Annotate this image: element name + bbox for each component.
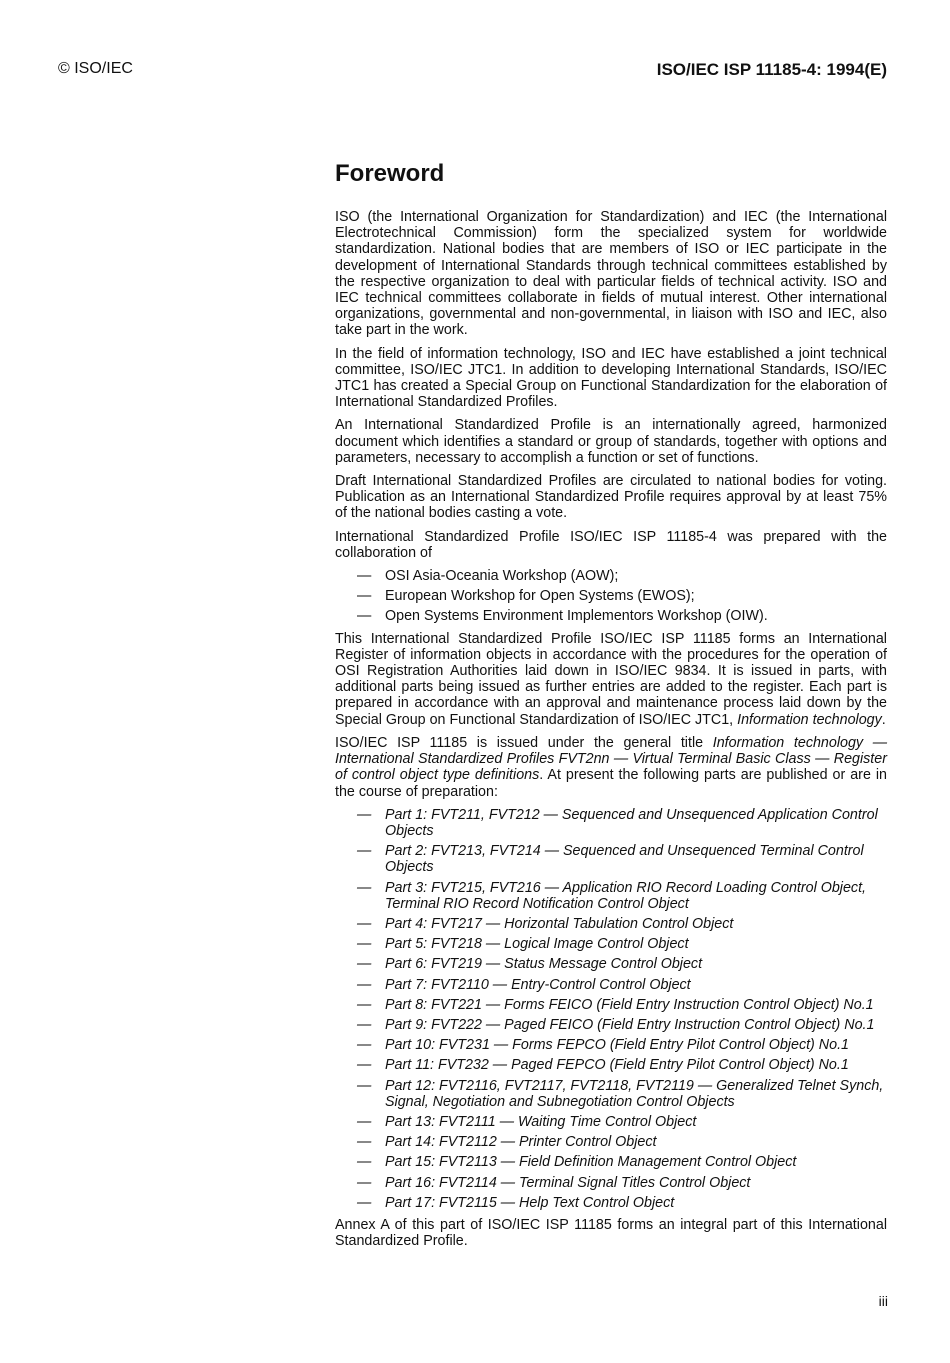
list-item: — Part 16: FVT2114 — Terminal Signal Titles Control Object <box>357 1174 751 1191</box>
paragraph-collaboration: International Standardized Profile ISO/IEC ISP 11185-4 was prepared with the collaboration of <box>335 528 887 561</box>
list-item: — Part 3: FVT215, FVT216 — Application RIO Record Loading Control Object, Terminal RIO Record Notification Control Object <box>357 879 867 912</box>
list-item: — Part 4: FVT217 — Horizontal Tabulation Control Object <box>357 915 734 932</box>
list-item: — Part 12: FVT2116, FVT2117, FVT2118, FVT2119 — Generalized Telnet Synch, Signal, Negotiation and Subnegotiation Control Objects <box>357 1077 884 1110</box>
list-item: — OSI Asia-Oceania Workshop (AOW); <box>357 568 619 585</box>
paragraph-isp-definition: An International Standardized Profile is an internationally agreed, harmonized document which identifies a standard or group of standards, together with options and parameters, necessary to accomplish a function or set of functions. <box>335 417 887 466</box>
list-item: — Part 7: FVT2110 — Entry-Control Control Object <box>357 976 691 993</box>
page-number: iii <box>878 1293 888 1309</box>
list-item: — Part 13: FVT2111 — Waiting Time Control Object <box>357 1113 697 1130</box>
paragraph-draft-voting: Draft International Standardized Profiles are circulated to national bodies for voting. Publication as an International Standardized Profile requires approval by at least 75% of the national bodies casting a vote. <box>335 473 887 522</box>
dash: — <box>357 588 372 605</box>
header-copyright: © ISO/IEC <box>58 60 133 77</box>
list-item: — Part 11: FVT232 — Paged FEPCO (Field Entry Pilot Control Object) No.1 <box>357 1057 849 1074</box>
list-item: — European Workshop for Open Systems (EWOS); <box>357 588 695 605</box>
list-item: — Part 10: FVT231 — Forms FEPCO (Field Entry Pilot Control Object) No.1 <box>357 1037 849 1054</box>
paragraph-annex: Annex A of this part of ISO/IEC ISP 11185 forms an integral part of this International Standardized Profile. <box>335 1216 887 1250</box>
list-item: — Part 9: FVT222 — Paged FEICO (Field Entry Instruction Control Object) No.1 <box>357 1016 875 1033</box>
list-item: — Part 6: FVT219 — Status Message Control Object <box>357 956 703 973</box>
list-item: — Part 8: FVT221 — Forms FEICO (Field Entry Instruction Control Object) No.1 <box>357 996 874 1013</box>
list-item: — Part 1: FVT211, FVT212 — Sequenced and Unsequenced Application Control Objects <box>357 806 878 839</box>
parts-list <box>335 807 887 1211</box>
paragraph-register: This International Standardized Profile ISO/IEC ISP 11185 forms an International Register of information objects in accordance with the procedures for the operation of OSI Registration Authorities laid down in ISO/IEC 9834. It is issued in parts, with additional parts being issued as further entries are added to the register. Each part is prepared in accordance with an approval and maintenance process laid down by the Special Group on Functional Standardization of ISO/IEC JTC1, Information technology. <box>335 630 887 728</box>
paragraph-jtc1: In the field of information technology, ISO and IEC have established a joint technical committee, ISO/IEC JTC1. In addition to developing International Standards, ISO/IEC JTC1 has created a Special Group on Functional Standardization for the elaboration of International Standardized Profiles. <box>335 345 887 411</box>
page-title: Foreword <box>335 160 445 187</box>
header-document-number: ISO/IEC ISP 11185-4: 1994(E) <box>656 60 887 79</box>
foreword-body <box>335 209 887 1256</box>
paragraph-iso-iec: ISO (the International Organization for Standardization) and IEC (the International Electrotechnical Commission) form the specialized system for worldwide standardization. National bodies that are members of ISO or IEC participate in the development of International Standards through technical committees established by the respective organization to deal with particular fields of technical activity. ISO and IEC technical committees collaborate in fields of mutual interest. Other international organizations, governmental and non-governmental, in liaison with ISO and IEC, also take part in the work. <box>335 209 887 339</box>
list-item: — Part 5: FVT218 — Logical Image Control Object <box>357 936 689 953</box>
workshop-list <box>335 568 887 625</box>
paragraph-series-title: ISO/IEC ISP 11185 is issued under the general title Information technology — International Standardized Profiles FVT2nn — Virtual Terminal Basic Class — Register of control object type definitions. At present the following parts are published or are in the course of preparation: <box>335 734 887 800</box>
dash: — <box>357 608 372 625</box>
list-item: — Part 15: FVT2113 — Field Definition Management Control Object <box>357 1154 797 1171</box>
list-item: — Open Systems Environment Implementors Workshop (OIW). <box>357 608 768 625</box>
dash: — <box>357 568 372 585</box>
list-item: — Part 14: FVT2112 — Printer Control Object <box>357 1134 657 1151</box>
list-item: — Part 17: FVT2115 — Help Text Control Object <box>357 1194 675 1211</box>
list-item: — Part 2: FVT213, FVT214 — Sequenced and Unsequenced Terminal Control Objects <box>357 843 864 876</box>
